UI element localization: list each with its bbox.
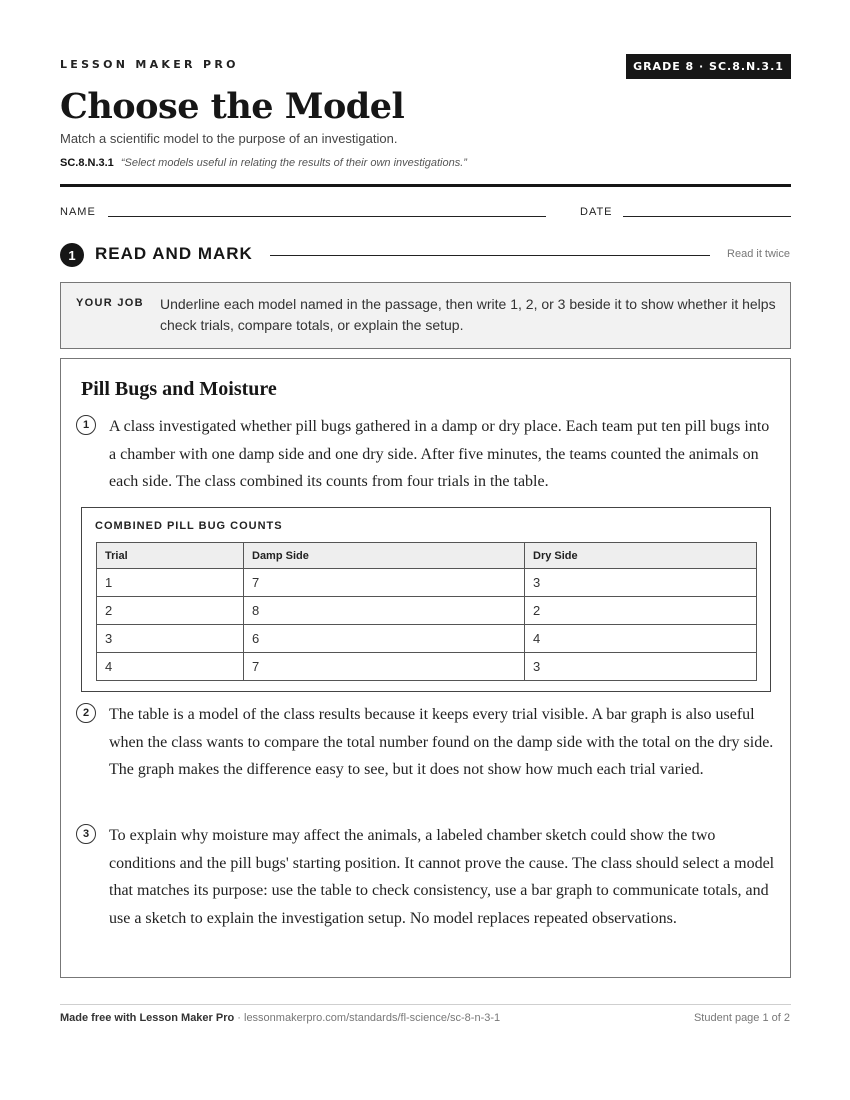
table-caption: COMBINED PILL BUG COUNTS: [95, 520, 283, 532]
passage-box: [60, 358, 791, 978]
table-cell: 3: [525, 569, 757, 597]
name-label: NAME: [60, 206, 96, 218]
table-cell: 4: [525, 625, 757, 653]
standard-quote: “Select models useful in relating the results of their own investigations.”: [120, 157, 467, 169]
footer-divider: [60, 1004, 791, 1005]
table-cell: 1: [97, 569, 244, 597]
table-cell: 7: [244, 569, 525, 597]
data-table-box: [81, 507, 771, 692]
section-rule: [270, 255, 710, 256]
data-table: [96, 542, 757, 681]
grade-badge: GRADE 8 · SC.8.N.3.1: [626, 54, 791, 79]
table-header-cell: Trial: [97, 543, 244, 569]
table-row: [97, 569, 757, 597]
table-cell: 2: [97, 597, 244, 625]
date-label: DATE: [580, 206, 613, 218]
table-header-cell: Dry Side: [525, 543, 757, 569]
paragraph-number-1: 1: [76, 415, 96, 435]
paragraph-1: A class investigated whether pill bugs gathered in a damp or dry place. Each team put ten pill bugs into a chamber with one damp side and one dry side. After five minutes, the teams counted the animals on each side. The class combined its counts from four trials in the table.: [109, 418, 770, 490]
paragraph-3: To explain why moisture may affect the animals, a labeled chamber sketch could show the two conditions and the pill bugs' starting position. It cannot prove the cause. The class should select a model that matches its purpose: use the table to check consistency, use a bar graph to communicate totals, and use a sketch to explain the investigation setup. No model replaces repeated observations.: [109, 827, 775, 927]
header-divider: [60, 184, 791, 187]
table-header-row: [97, 543, 757, 569]
passage-title: Pill Bugs and Moisture: [81, 378, 277, 400]
section-hint: Read it twice: [727, 248, 790, 260]
paragraph-number-3: 3: [76, 824, 96, 844]
table-header-cell: Damp Side: [244, 543, 525, 569]
page-subtitle: Match a scientific model to the purpose of an investigation.: [60, 131, 398, 146]
instructions-box: [60, 282, 791, 349]
table-cell: 3: [97, 625, 244, 653]
name-field[interactable]: [108, 216, 546, 217]
table-cell: 7: [244, 653, 525, 681]
table-cell: 4: [97, 653, 244, 681]
instructions-label: YOUR JOB: [76, 297, 144, 309]
table-cell: 6: [244, 625, 525, 653]
instructions-text: Underline each model named in the passage, then write 1, 2, or 3 beside it to show whether it helps check trials, compare totals, or explain the setup.: [160, 296, 776, 333]
table-row: [97, 625, 757, 653]
footer-credit: [60, 1012, 500, 1024]
footer-url[interactable]: · lessonmakerpro.com/standards/fl-science/sc-8-n-3-1: [234, 1012, 501, 1024]
table-cell: 3: [525, 653, 757, 681]
page-indicator: Student page 1 of 2: [693, 1012, 790, 1024]
standard-code: SC.8.N.3.1: [60, 157, 114, 169]
standard-line: [60, 157, 467, 169]
footer-brand: Made free with Lesson Maker Pro: [60, 1012, 235, 1024]
paragraph-2: The table is a model of the class results because it keeps every trial visible. A bar graph is also useful when the class wants to compare the total number found on the damp side with the total on the dry side. The graph makes the difference easy to see, but it does not show how much each trial varied.: [109, 706, 774, 778]
table-row: [97, 597, 757, 625]
page-title: Choose the Model: [60, 86, 405, 127]
section-title: READ AND MARK: [95, 244, 253, 263]
section-number-badge: 1: [60, 243, 84, 267]
brand-name: LESSON MAKER PRO: [60, 58, 239, 71]
date-field[interactable]: [623, 216, 791, 217]
table-cell: 2: [525, 597, 757, 625]
paragraph-number-2: 2: [76, 703, 96, 723]
table-cell: 8: [244, 597, 525, 625]
table-row: [97, 653, 757, 681]
